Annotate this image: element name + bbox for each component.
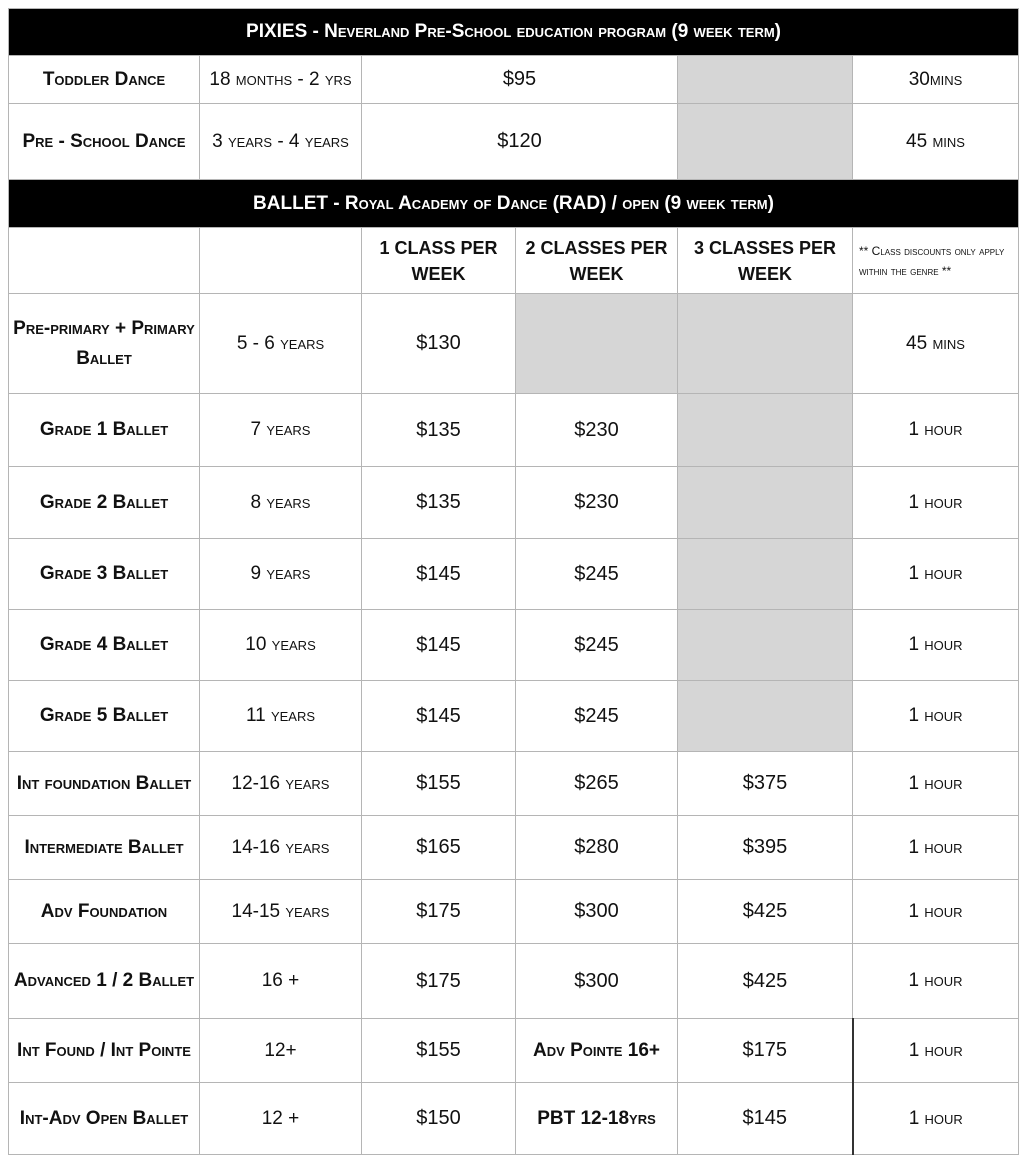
table-row — [9, 816, 1019, 880]
header-row — [9, 228, 1019, 294]
price: $120 — [362, 104, 678, 180]
age-range: 8 years — [200, 467, 362, 539]
price-3-classes: $145 — [678, 1083, 853, 1155]
price-3-classes: $395 — [678, 816, 853, 880]
discount-note: ** Class discounts only apply within the genre ** — [853, 228, 1019, 294]
table-row — [9, 539, 1019, 610]
duration: 1 hour — [853, 1083, 1019, 1155]
duration: 1 hour — [853, 610, 1019, 681]
class-name: Int foundation Ballet — [9, 752, 200, 816]
age-range: 14-15 years — [200, 880, 362, 944]
class-name: Pre - School Dance — [9, 104, 200, 180]
class-name: Pre-primary + Primary Ballet — [9, 294, 200, 394]
table-row — [9, 294, 1019, 394]
empty-cell — [678, 394, 853, 467]
duration: 1 hour — [853, 880, 1019, 944]
empty-cell — [678, 56, 853, 104]
price-2-classes: $300 — [516, 880, 678, 944]
table-row — [9, 1019, 1019, 1083]
empty-cell — [678, 294, 853, 394]
price-2-classes: $245 — [516, 610, 678, 681]
price-1-class: $145 — [362, 539, 516, 610]
pbt-label: PBT 12-18yrs — [516, 1083, 678, 1155]
class-name: Advanced 1 / 2 Ballet — [9, 944, 200, 1019]
price-2-classes: $245 — [516, 539, 678, 610]
duration: 1 hour — [853, 944, 1019, 1019]
price-2-classes: $230 — [516, 467, 678, 539]
price-3-classes: $425 — [678, 880, 853, 944]
three-classes-header: 3 CLASSES PER WEEK — [678, 228, 853, 294]
age-range: 12-16 years — [200, 752, 362, 816]
price-1-class: $175 — [362, 944, 516, 1019]
age-range: 18 months - 2 yrs — [200, 56, 362, 104]
table-row — [9, 394, 1019, 467]
table-row — [9, 610, 1019, 681]
price-1-class: $130 — [362, 294, 516, 394]
class-name: Int Found / Int Pointe — [9, 1019, 200, 1083]
duration: 1 hour — [853, 1019, 1019, 1083]
age-range: 12 + — [200, 1083, 362, 1155]
table-row — [9, 467, 1019, 539]
price-1-class: $150 — [362, 1083, 516, 1155]
empty-cell — [678, 104, 853, 180]
table-row — [9, 1083, 1019, 1155]
class-name: Grade 1 Ballet — [9, 394, 200, 467]
empty-cell — [678, 610, 853, 681]
ballet-banner — [9, 180, 1019, 228]
price-3-classes: $375 — [678, 752, 853, 816]
age-range: 7 years — [200, 394, 362, 467]
age-range: 14-16 years — [200, 816, 362, 880]
pixies-banner — [9, 9, 1019, 56]
age-range: 12+ — [200, 1019, 362, 1083]
table-row — [9, 104, 1019, 180]
price: $95 — [362, 56, 678, 104]
age-range: 3 years - 4 years — [200, 104, 362, 180]
age-range: 9 years — [200, 539, 362, 610]
price-2-classes: $245 — [516, 681, 678, 752]
age-range: 11 years — [200, 681, 362, 752]
price-2-classes: $300 — [516, 944, 678, 1019]
empty-cell — [200, 228, 362, 294]
one-class-header: 1 CLASS PER WEEK — [362, 228, 516, 294]
table-row — [9, 944, 1019, 1019]
class-name: Grade 5 Ballet — [9, 681, 200, 752]
price-1-class: $145 — [362, 610, 516, 681]
table-row — [9, 681, 1019, 752]
price-2-classes: $230 — [516, 394, 678, 467]
duration: 1 hour — [853, 816, 1019, 880]
class-name: Int-Adv Open Ballet — [9, 1083, 200, 1155]
duration: 1 hour — [853, 681, 1019, 752]
price-1-class: $135 — [362, 394, 516, 467]
duration: 1 hour — [853, 394, 1019, 467]
class-name: Grade 3 Ballet — [9, 539, 200, 610]
class-name: Intermediate Ballet — [9, 816, 200, 880]
age-range: 5 - 6 years — [200, 294, 362, 394]
price-3-classes: $425 — [678, 944, 853, 1019]
age-range: 16 + — [200, 944, 362, 1019]
empty-cell — [678, 539, 853, 610]
price-2-classes: $265 — [516, 752, 678, 816]
age-range: 10 years — [200, 610, 362, 681]
class-name: Adv Foundation — [9, 880, 200, 944]
empty-cell — [678, 467, 853, 539]
price-1-class: $135 — [362, 467, 516, 539]
price-1-class: $155 — [362, 752, 516, 816]
duration: 45 mins — [853, 294, 1019, 394]
duration: 1 hour — [853, 752, 1019, 816]
ballet-title: BALLET - Royal Academy of Dance (RAD) / open (9 week term) — [9, 180, 1019, 228]
duration: 45 mins — [853, 104, 1019, 180]
pixies-title: PIXIES - Neverland Pre-School education program (9 week term) — [9, 9, 1019, 56]
table-row — [9, 752, 1019, 816]
adv-pointe-label: Adv Pointe 16+ — [516, 1019, 678, 1083]
empty-cell — [9, 228, 200, 294]
price-3-classes: $175 — [678, 1019, 853, 1083]
table-row — [9, 56, 1019, 104]
price-1-class: $165 — [362, 816, 516, 880]
price-1-class: $175 — [362, 880, 516, 944]
empty-cell — [516, 294, 678, 394]
class-name: Grade 4 Ballet — [9, 610, 200, 681]
table-row — [9, 880, 1019, 944]
class-name: Toddler Dance — [9, 56, 200, 104]
price-2-classes: $280 — [516, 816, 678, 880]
price-1-class: $145 — [362, 681, 516, 752]
duration: 1 hour — [853, 467, 1019, 539]
price-1-class: $155 — [362, 1019, 516, 1083]
two-classes-header: 2 CLASSES PER WEEK — [516, 228, 678, 294]
empty-cell — [678, 681, 853, 752]
class-name: Grade 2 Ballet — [9, 467, 200, 539]
duration: 1 hour — [853, 539, 1019, 610]
price-table — [8, 8, 1019, 1155]
duration: 30mins — [853, 56, 1019, 104]
